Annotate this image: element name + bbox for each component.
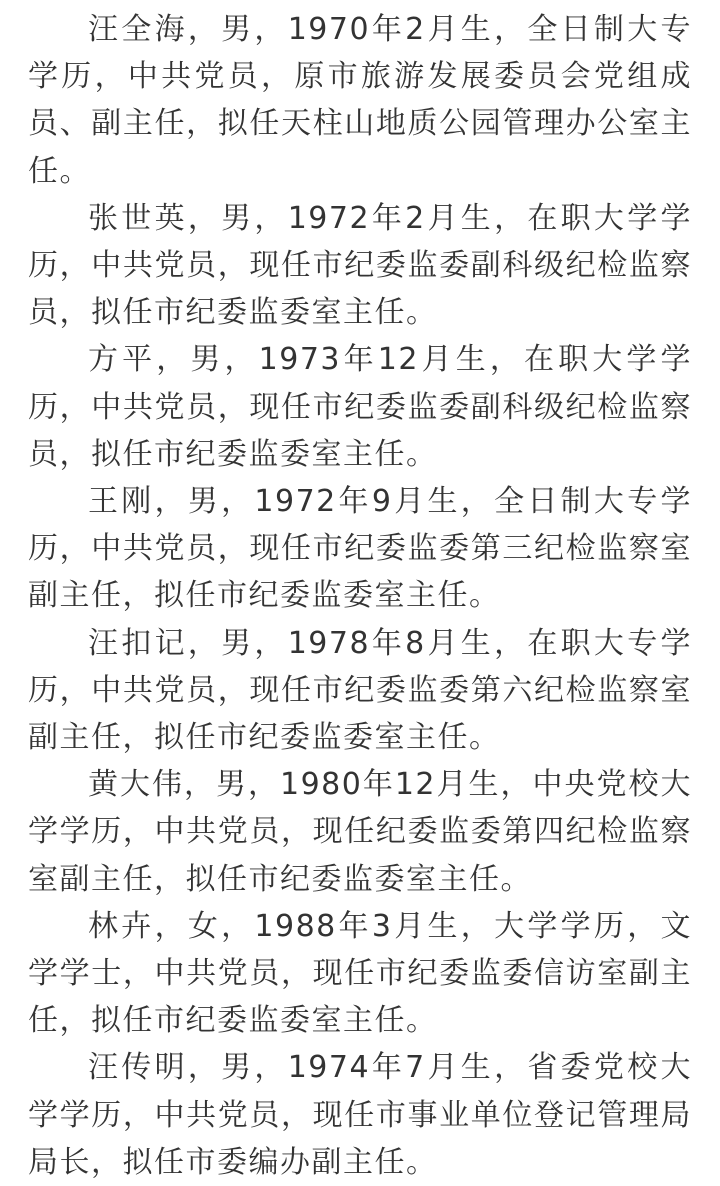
paragraph-wang-quanhai: 汪全海，男，1970年2月生，全日制大专学历，中共党员，原市旅游发展委员会党组成员、副主任，拟任天柱山地质公园管理办公室主任。 (28, 12, 692, 189)
paragraph-zhang-shiying: 张世英，男，1972年2月生，在职大学学历，中共党员，现任市纪委监委副科级纪检监察员，拟任市纪委监委室主任。 (28, 200, 692, 331)
paragraph-huang-dawei: 黄大伟，男，1980年12月生，中央党校大学学历，中共党员，现任纪委监委第四纪检监察室副主任，拟任市纪委监委室主任。 (28, 767, 692, 897)
paragraph-fang-ping: 方平，男，1973年12月生，在职大学学历，中共党员，现任市纪委监委副科级纪检监察员，拟任市纪委监委室主任。 (28, 342, 692, 472)
paragraph-wang-chuanming: 汪传明，男，1974年7月生，省委党校大学学历，中共党员，现任市事业单位登记管理局局长，拟任市委编办副主任。 (28, 1050, 692, 1180)
paragraph-lin-hui: 林卉，女，1988年3月生，大学学历，文学学士，中共党员，现任市纪委监委信访室副主任，拟任市纪委监委室主任。 (28, 908, 692, 1039)
paragraph-wang-gang: 王刚，男，1972年9月生，全日制大专学历，中共党员，现任市纪委监委第三纪检监察室副主任，拟任市纪委监委室主任。 (28, 484, 692, 614)
paragraph-wang-kouji: 汪扣记，男，1978年8月生，在职大专学历，中共党员，现任市纪委监委第六纪检监察室副主任，拟任市纪委监委室主任。 (28, 625, 692, 756)
